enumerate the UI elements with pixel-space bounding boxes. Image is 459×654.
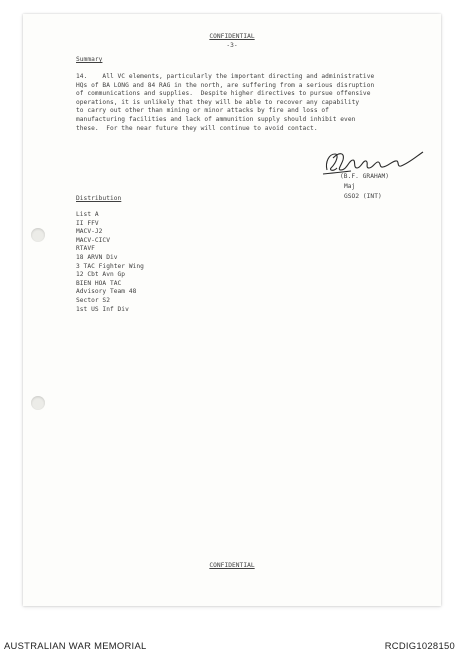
distribution-item: MACV-J2: [76, 228, 103, 236]
distribution-item: BIEN HOA TAC: [76, 279, 122, 287]
summary-line: operations, it is unlikely that they will be able to recover any capability: [76, 98, 360, 106]
distribution-item: 18 ARVN Div: [76, 253, 118, 261]
footer-classification: CONFIDENTIAL: [209, 562, 255, 569]
distribution-list: [76, 211, 144, 314]
signatory-post: GSO2 (INT): [344, 193, 382, 200]
distribution-item: 3 TAC Fighter Wing: [76, 262, 144, 270]
archive-institution: AUSTRALIAN WAR MEMORIAL: [4, 640, 147, 651]
distribution-item: List A: [76, 211, 99, 218]
distribution-item: Sector S2: [76, 296, 110, 304]
page-number: -3-: [226, 42, 238, 49]
distribution-item: Advisory Team 48: [76, 288, 137, 296]
punch-hole-top: [31, 228, 45, 242]
header-classification: CONFIDENTIAL: [209, 33, 255, 40]
signatory-rank: Maj: [344, 183, 356, 190]
summary-heading: Summary: [76, 56, 103, 63]
distribution-heading: Distribution: [76, 195, 122, 202]
distribution-item: II FFV: [76, 219, 99, 227]
summary-line: HQs of BA LONG and 84 RAG in the north, are suffering from a serious disruption: [76, 81, 375, 89]
summary-line: manufacturing facilities and lack of ammunition supply should inhibit even: [76, 115, 356, 123]
summary-line: of communications and supplies. Despite higher directives to pursue offensive: [76, 90, 371, 98]
signatory-name: (B.F. GRAHAM): [340, 173, 390, 180]
summary-line: to carry out other than mining or minor attacks by fire and loss of: [76, 107, 329, 115]
document-page: [23, 14, 441, 606]
archive-footer: [0, 634, 459, 654]
archive-record-id: RCDIG1028150: [384, 640, 455, 651]
summary-line: 14. All VC elements, particularly the important directing and administrative: [76, 73, 375, 80]
distribution-item: 12 Cbt Avn Gp: [76, 271, 126, 279]
summary-paragraph: [76, 73, 374, 133]
summary-line: these. For the near future they will continue to avoid contact.: [76, 124, 318, 132]
punch-hole-bottom: [31, 396, 45, 410]
distribution-item: MACV-CICV: [76, 236, 110, 244]
distribution-item: 1st US Inf Div: [76, 305, 129, 313]
distribution-item: RTAVF: [76, 245, 95, 253]
